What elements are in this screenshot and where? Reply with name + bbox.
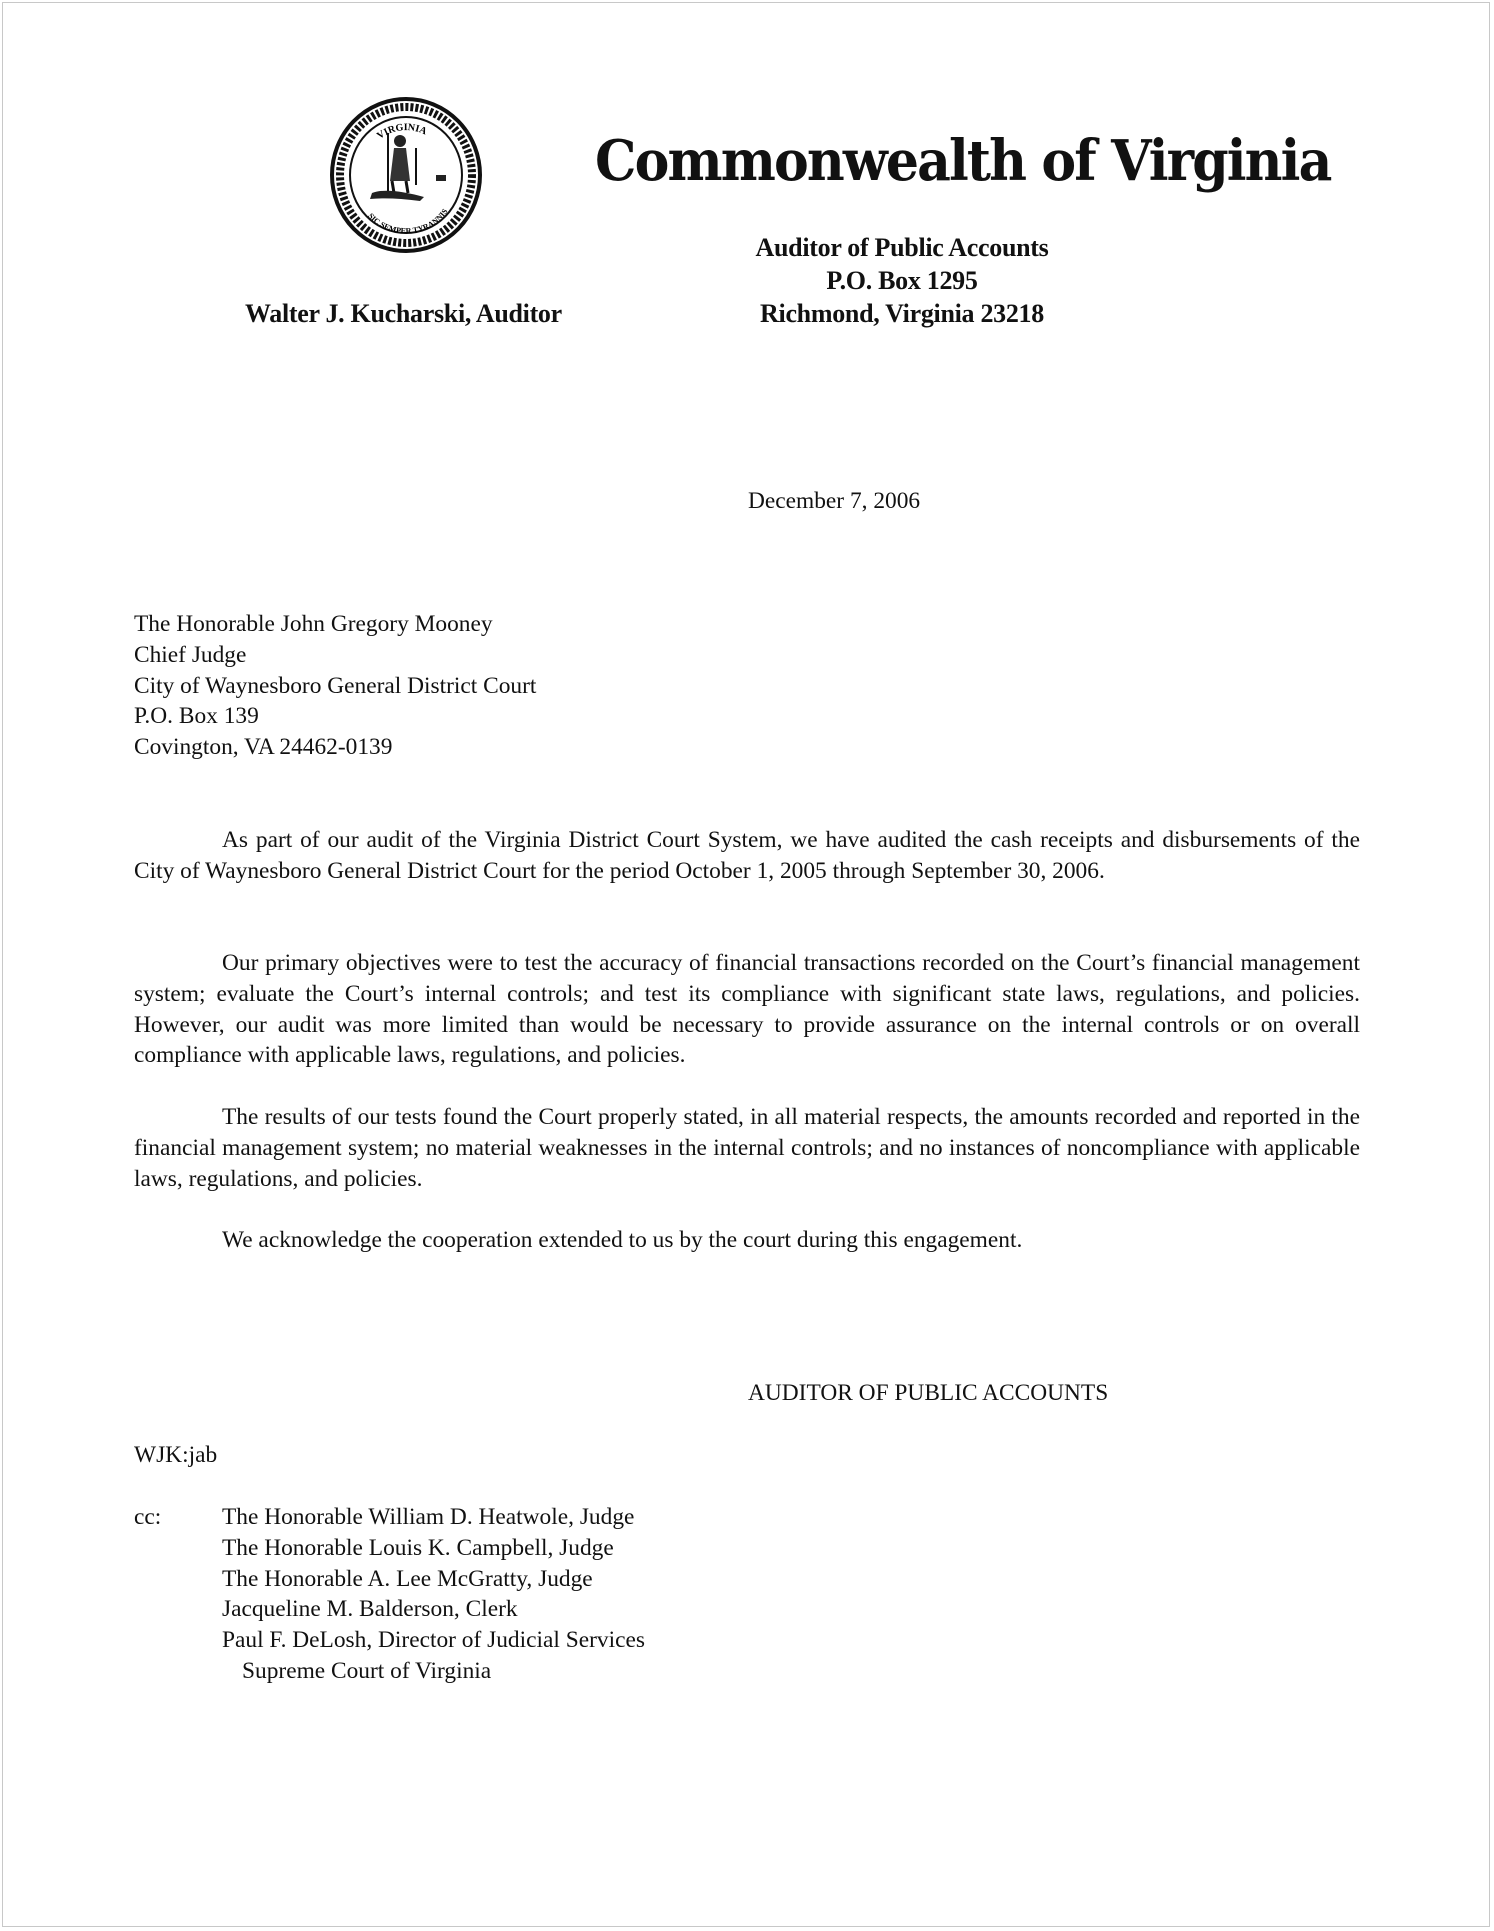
office-city: Richmond, Virginia 23218: [760, 299, 1044, 328]
letterhead-title: Commonwealth of Virginia: [595, 128, 1331, 194]
recipient-line: Covington, VA 24462-0139: [134, 734, 393, 761]
cc-label: cc:: [134, 1504, 162, 1530]
seal-text-bottom: SIC SEMPER TYRANNIS: [366, 207, 450, 236]
cc-item: The Honorable William D. Heatwole, Judge: [222, 1504, 635, 1530]
recipient-line: P.O. Box 139: [134, 703, 259, 730]
office-name: Auditor of Public Accounts: [755, 233, 1049, 262]
initials: WJK:jab: [134, 1442, 218, 1468]
virginia-seal-icon: [328, 97, 484, 253]
recipient-line: Chief Judge: [134, 641, 247, 668]
office-po-box: P.O. Box 1295: [826, 266, 978, 295]
cc-item: Jacqueline M. Balderson, Clerk: [222, 1596, 518, 1623]
body-paragraph: We acknowledge the cooperation extended to us by the court during this engagement.: [222, 1227, 1023, 1253]
auditor-name: Walter J. Kucharski, Auditor: [245, 299, 562, 328]
recipient-address: [134, 609, 536, 763]
recipient-line: The Honorable John Gregory Mooney: [134, 611, 493, 637]
seal-text-top: VIRGINIA: [375, 122, 429, 142]
cc-item: The Honorable A. Lee McGratty, Judge: [222, 1565, 593, 1592]
cc-list: [222, 1502, 645, 1687]
body-paragraph: The results of our tests found the Court properly stated, in all material respects, the amounts recorded and reported in the financial management system; no material weaknesses in the internal controls; and no instances of noncompliance with applicable laws, regulations, and policies.: [134, 1104, 1360, 1192]
signature-block: AUDITOR OF PUBLIC ACCOUNTS: [748, 1380, 1109, 1406]
letter-date: December 7, 2006: [748, 488, 921, 514]
recipient-line: City of Waynesboro General District Court: [134, 672, 537, 699]
body-paragraph: Our primary objectives were to test the accuracy of financial transactions recorded on the Court’s financial management system; evaluate the Court’s internal controls; and test its compliance with significant state laws, regulations, and policies. However, our audit was more limited than would be necessary to provide assurance on the internal controls or on overall compliance with applicable laws, regulations, and policies.: [134, 950, 1360, 1069]
cc-item: Supreme Court of Virginia: [242, 1657, 492, 1684]
cc-item: Paul F. DeLosh, Director of Judicial Services: [222, 1627, 645, 1654]
body-paragraph: As part of our audit of the Virginia District Court System, we have audited the cash receipts and disbursements of the City of Waynesboro General District Court for the period October 1, 2005 through September 30, 2006.: [134, 827, 1360, 884]
cc-item: The Honorable Louis K. Campbell, Judge: [222, 1534, 614, 1561]
